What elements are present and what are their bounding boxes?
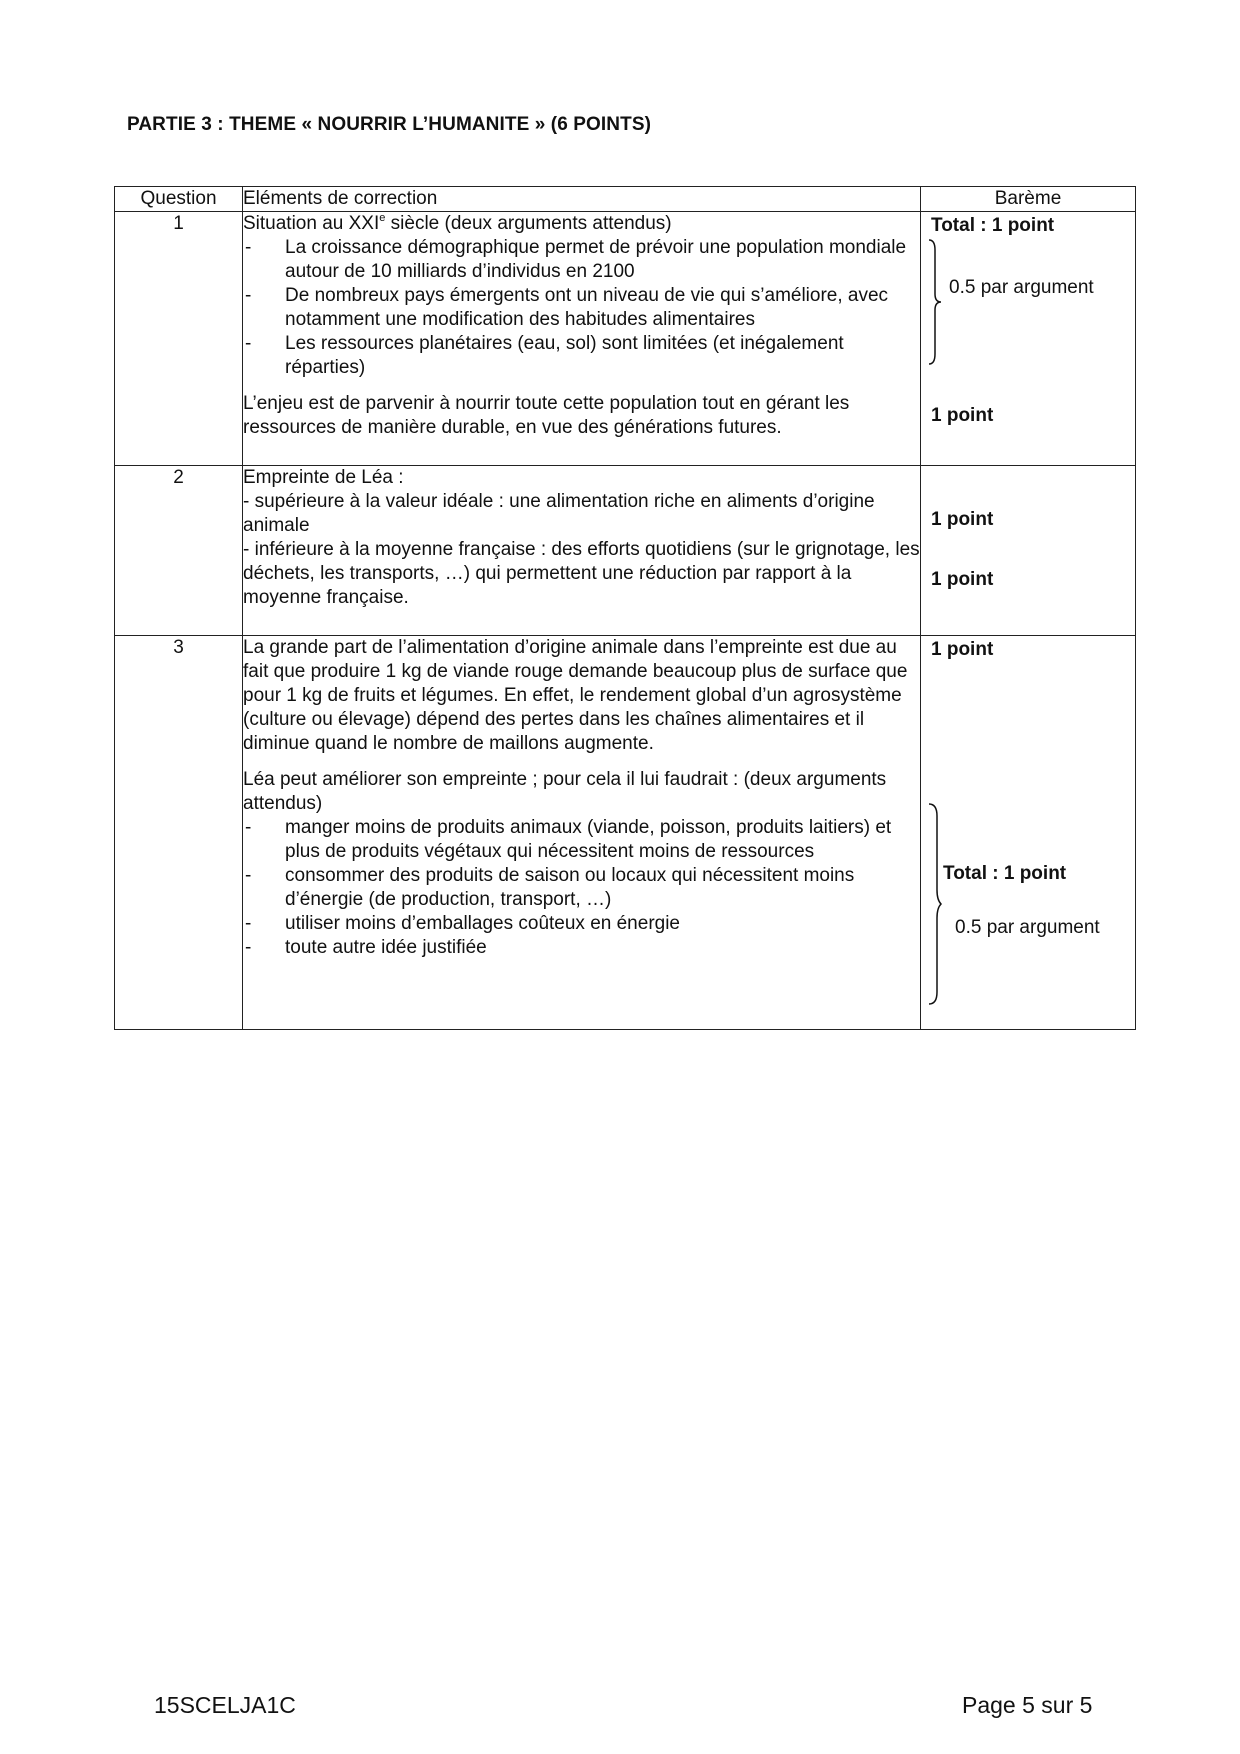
correction-elements (243, 212, 921, 466)
bareme-point: 1 point (931, 569, 994, 590)
bareme-per-argument: 0.5 par argument (949, 277, 1094, 298)
list-item: - utiliser moins d’emballages coûteux en énergie (245, 913, 681, 934)
page-number: Page 5 sur 5 (962, 1692, 1093, 1718)
right-brace-icon (927, 802, 943, 1006)
bareme-point: 1 point (931, 405, 994, 426)
bareme-cell (921, 636, 1136, 1030)
list-item: - La croissance démographique permet de prévoir une population mondiale autour de 10 milliards d’individus en 2100 (245, 237, 907, 282)
table-header-row (115, 187, 1136, 212)
bareme-cell (921, 212, 1136, 466)
table-row (115, 466, 1136, 636)
list-item: - toute autre idée justifiée (245, 937, 487, 958)
document-code: 15SCELJA1C (154, 1692, 296, 1718)
bareme-per-argument: 0.5 par argument (955, 917, 1100, 938)
question-number: 1 (115, 212, 243, 466)
bareme-point: 1 point (931, 509, 994, 530)
question-number: 3 (115, 636, 243, 1030)
header-elements: Eléments de correction (243, 187, 921, 212)
correction-elements (243, 636, 921, 1030)
table-row (115, 636, 1136, 1030)
list-item: - De nombreux pays émergents ont un niveau de vie qui s’améliore, avec notamment une modification des habitudes alimentaires (245, 285, 889, 330)
row2-title: Empreinte de Léa : (243, 467, 404, 488)
table-row (115, 212, 1136, 466)
row1-intro: Situation au XXIe siècle (deux arguments attendus) (243, 212, 672, 234)
correction-table (114, 186, 1136, 1030)
bareme-point: 1 point (931, 639, 994, 660)
row1-conclusion: L’enjeu est de parvenir à nourrir toute cette population tout en gérant les ressources de manière durable, en vue des générations futures. (243, 393, 850, 438)
row2-line: - inférieure à la moyenne française : des efforts quotidiens (sur le grignotage, les déchets, les transports, …) qui permettent une réduction par rapport à la moyenne française. (243, 539, 920, 608)
row2-line: - supérieure à la valeur idéale : une alimentation riche en aliments d’origine animale (243, 491, 875, 536)
row3-paragraph: La grande part de l’alimentation d’origine animale dans l’empreinte est due au fait que produire 1 kg de viande rouge demande beaucoup plus de surface que pour 1 kg de fruits et légumes. En effet, le rendement global d’un agrosystème (culture ou élevage) dépend des pertes dans les chaînes alimentaires et il diminue quand le nombre de maillons augmente. (243, 637, 908, 754)
bareme-total: Total : 1 point (943, 863, 1067, 884)
list-item: - consommer des produits de saison ou locaux qui nécessitent moins d’énergie (de production, transport, …) (245, 865, 855, 910)
question-number: 2 (115, 466, 243, 636)
list-item: - manger moins de produits animaux (viande, poisson, produits laitiers) et plus de produits végétaux qui nécessitent moins de ressources (245, 817, 892, 862)
section-heading: PARTIE 3 : THEME « NOURRIR L’HUMANITE » (6 POINTS) (127, 114, 652, 135)
header-bareme: Barème (921, 187, 1136, 212)
correction-elements (243, 466, 921, 636)
right-brace-icon (927, 238, 943, 366)
list-item: - Les ressources planétaires (eau, sol) sont limitées (et inégalement réparties) (245, 333, 844, 378)
bareme-total: Total : 1 point (931, 215, 1055, 236)
header-question: Question (115, 187, 243, 212)
row3-intro: Léa peut améliorer son empreinte ; pour cela il lui faudrait : (deux arguments attendus) (243, 769, 887, 814)
bareme-cell (921, 466, 1136, 636)
